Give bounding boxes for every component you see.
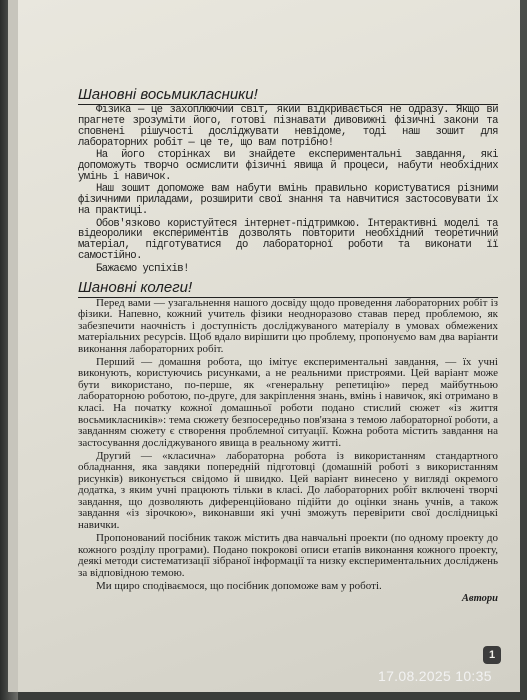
colleagues-paragraph-1: Перед вами — узагальнення нашого досвіду щодо проведення лабораторних робіт із фізики. Напевно, кожний учитель фізики неодноразово ставав перед проблемою, як забезпечити наочність і доступність досліджуваного матеріалу в умовах обмежених матеріальних ресурсів. Щоб вдало вирішити цю проблему, пропонуємо вам два варіанти виконання лабораторних робіт. [78,296,498,355]
students-paragraph-2: На його сторінках ви знайдете експериментальні завдання, які допоможуть творчо осмислити фізичні явища й процеси, набути необхідних умінь і навичок. [78,149,498,183]
photo-timestamp: 17.08.2025 10:35 [378,668,492,684]
colleagues-paragraph-4: Пропонований посібник також містить два навчальні проекти (по одному проекту до кожного розділу програми). Подано покрокові описи етапів виконання кожного проекту, деякі методи систематизації зібраної інформації та низку експериментальних досліджень за відповідною темою. [78,532,498,579]
colleagues-paragraph-2: Перший — домашня робота, що імітує експериментальні завдання, — їх учні виконують, користуючись рисунками, а не реальними пристроями. Цей варіант може бути використано, по-перше, як «генеральну репетицію» перед майбутньою лабораторною роботою, по-друге, для закріплення знань, вмінь і навичок, які отримано в класі. На початку кожної домашньої роботи подано стислий сюжет «із життя восьмикласників»: тема сюжету безпосередньо пов'язана з темою лабораторної роботи, а завданням сюжету є створення проблемної ситуації. Кожна робота містить завдання на застосування досліджуваного явища в реальному житті. [78,355,498,449]
section-students [78,86,498,275]
book-page [8,0,520,692]
students-paragraph-1: Фізика — це захоплюючий світ, який відкривається не одразу. Якщо ви прагнете зрозуміти його, готові пізнавати дивовижні фізичні закони та сповнені рішучості досліджувати невідоме, тоді наш зошит для лабораторних робіт — це те, що вам потрібно! [78,104,498,149]
colleagues-paragraph-5: Ми щиро сподіваємося, що посібник допоможе вам у роботі. [96,579,382,592]
students-heading: Шановні восьмикласники! [78,86,498,105]
students-paragraph-5: Бажаємо успіхів! [96,262,189,275]
students-paragraph-4: Обов'язково користуйтеся інтернет-підтримкою. Інтерактивні моделі та відеоролики експериментів дозволять повторити необхідний теоретичний матеріал, підготуватися до лабораторної роботи та виконати її самостійно. [78,217,498,263]
colleagues-paragraph-3: Другий — «класична» лабораторна робота із використанням стандартного обладнання, яка завдяки попередній підготовці (домашній роботі з використанням рисунків) виконується свідомо й швидко. Цей варіант винесено у вигляді окремого додатка, з яким учні працюють тільки в класі. До лабораторних робіт включені творчі завдання, що дозволяють диференційовано підійти до оцінки знань учнів, а також завдання «із зірочкою», виконавши які учні зможуть перевірити свої дослідницькі навички. [78,449,498,531]
page-content [78,82,498,604]
colleagues-heading: Шановні колеги! [78,279,498,298]
page-number-badge: 1 [483,646,501,664]
authors-signature: Автори [461,593,498,605]
students-paragraph-3: Наш зошит допоможе вам набути вмінь правильно користуватися різними фізичними приладами, розширити свої знання та навчитися застосовувати їх на практиці. [78,183,498,218]
section-colleagues [78,279,498,605]
